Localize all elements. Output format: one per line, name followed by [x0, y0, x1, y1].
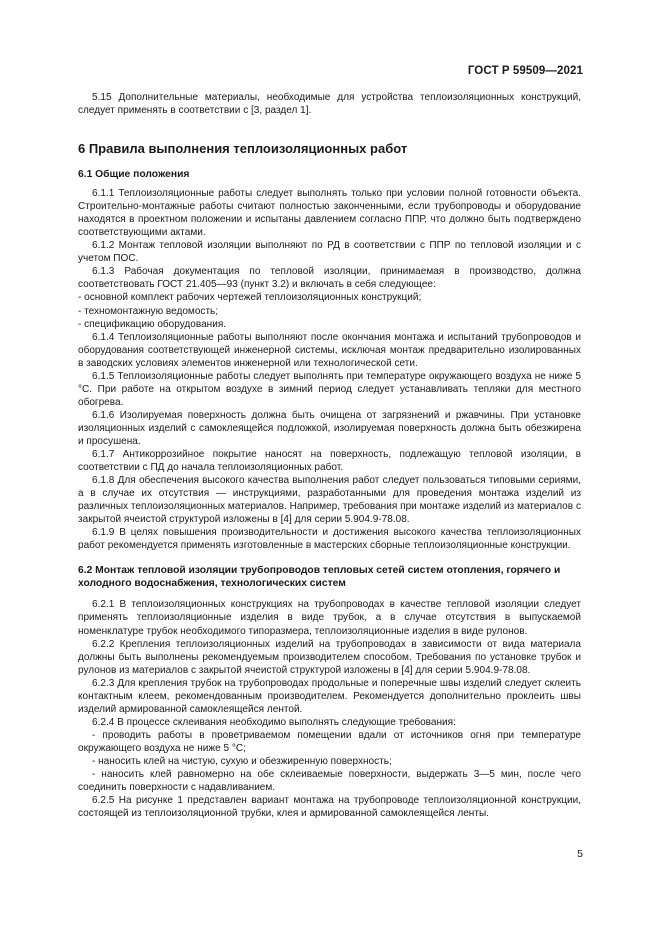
paragraph-5-15: 5.15 Дополнительные материалы, необходимые для устройства теплоизоляционных конструкций, следует применять в соответствии с [3, раздел 1]. [78, 92, 581, 117]
paragraph-6-2-4: 6.2.4 В процессе склеивания необходимо выполнять следующие требования: [92, 716, 456, 728]
paragraph-6-1-4: 6.1.4 Теплоизоляционные работы выполняют после окончания монтажа и испытаний трубопроводов и оборудования соответствующей инженерной системы, исключая монтаж предварительно изолированных в заводских условиях элементов инженерной или технологической сети. [78, 331, 581, 369]
paragraph-6-2-1: 6.2.1 В теплоизоляционных конструкциях на трубопроводах в качестве тепловой изоляции следует применять теплоизоляционные изделия в виде трубок, а в случае отсутствия в выпускаемой номенклатуре трубок необходимого типоразмера, теплоизоляционные изделия в виде рулонов. [78, 599, 581, 637]
paragraph-6-2-3: 6.2.3 Для крепления трубок на трубопроводах продольные и поперечные швы изделий следует склеить контактным клеем, рекомендованным производителем. Рекомендуется дополнительно проклеить швы изделий армированной самоклеящейся лентой. [78, 677, 581, 715]
page-number: 5 [577, 848, 583, 860]
list-item: - наносить клей на чистую, сухую и обезжиренную поверхность; [92, 755, 392, 767]
section-6-title: 6 Правила выполнения теплоизоляционных работ [78, 141, 408, 157]
paragraph-6-1-3: 6.1.3 Рабочая документация по тепловой изоляции, принимаемая в производство, должна соответствовать ГОСТ 21.405—93 (пункт 3.2) и включать в себя следующее: [78, 266, 581, 291]
paragraph-6-1-9: 6.1.9 В целях повышения производительности и достижения высокого качества теплоизоляционных работ рекомендуется применять изготовленные в мастерских сборные теплоизоляционные конструкции. [78, 527, 581, 552]
paragraph-6-2-2: 6.2.2 Крепления теплоизоляционных изделий на трубопроводах в зависимости от вида материала должны быть выполнены рекомендуемым производителем способом. Требования по установке трубок и рулонов из материалов с закрытой ячеистой структурой изложены в [4] для серии 5.904.9-78.08. [78, 638, 581, 676]
page-content [78, 91, 581, 820]
paragraph-6-1-8: 6.1.8 Для обеспечения высокого качества выполнения работ следует пользоваться типовыми сериями, а в случае их отсутствия — инструкциями, разработанными для проведения монтажа изделий из различных теплоизоляционных материалов. Например, требования при монтаже изделий из материалов с закрытой ячеистой структурой изложены в [4] для серии 5.904.9-78.08. [78, 475, 581, 526]
paragraph-6-2-5: 6.2.5 На рисунке 1 представлен вариант монтажа на трубопроводе теплоизоляционной конструкции, состоящей из теплоизоляционной трубки, клея и армированной самоклеящейся ленты. [78, 795, 581, 820]
list-item: - основной комплект рабочих чертежей теплоизоляционных конструкций; [78, 292, 422, 304]
list-item: - наносить клей равномерно на обе склеиваемые поверхности, выдержать 3—5 мин, после чего соединить поверхности с надавливанием. [78, 769, 581, 794]
paragraph-6-1-5: 6.1.5 Теплоизоляционные работы следует выполнять при температуре окружающего воздуха не ниже 5 °С. При работе на открытом воздухе в зимний период следует устанавливать тепляки для местного обогрева. [78, 370, 581, 408]
paragraph-6-1-6: 6.1.6 Изолируемая поверхность должна быть очищена от загрязнений и ржавчины. При установке изоляционных изделий с самоклеящейся подложкой, изолируемая поверхность должна быть обезжирена и просушена. [78, 409, 581, 447]
subsection-6-2-title: 6.2 Монтаж тепловой изоляции трубопроводов тепловых сетей систем отопления, горячего и холодного водоснабжения, технологических систем [78, 565, 561, 590]
paragraph-6-1-7: 6.1.7 Антикоррозийное покрытие наносят на поверхность, подлежащую тепловой изоляции, в соответствии с ПД до начала теплоизоляционных работ. [78, 449, 581, 474]
document-header: ГОСТ Р 59509—2021 [467, 65, 583, 77]
paragraph-6-1-1: 6.1.1 Теплоизоляционные работы следует выполнять только при условии полной готовности объекта. Строительно-монтажные работы считают полностью законченными, если трубопроводы и оборудование находятся в проектном положении и испытаны давлением согласно ППР, что должно быть подтверждено соответствующими актами. [78, 188, 581, 239]
subsection-6-1-title: 6.1 Общие положения [78, 169, 190, 181]
list-item: - техномонтажную ведомость; [78, 305, 219, 317]
list-item: - спецификацию оборудования. [78, 318, 227, 330]
paragraph-6-1-2: 6.1.2 Монтаж тепловой изоляции выполняют по РД в соответствии с ППР по тепловой изоляции и с учетом ПОС. [78, 240, 581, 265]
list-item: - проводить работы в проветриваемом помещении вдали от источников огня при температуре окружающего воздуха не ниже 5 °С; [78, 729, 581, 754]
